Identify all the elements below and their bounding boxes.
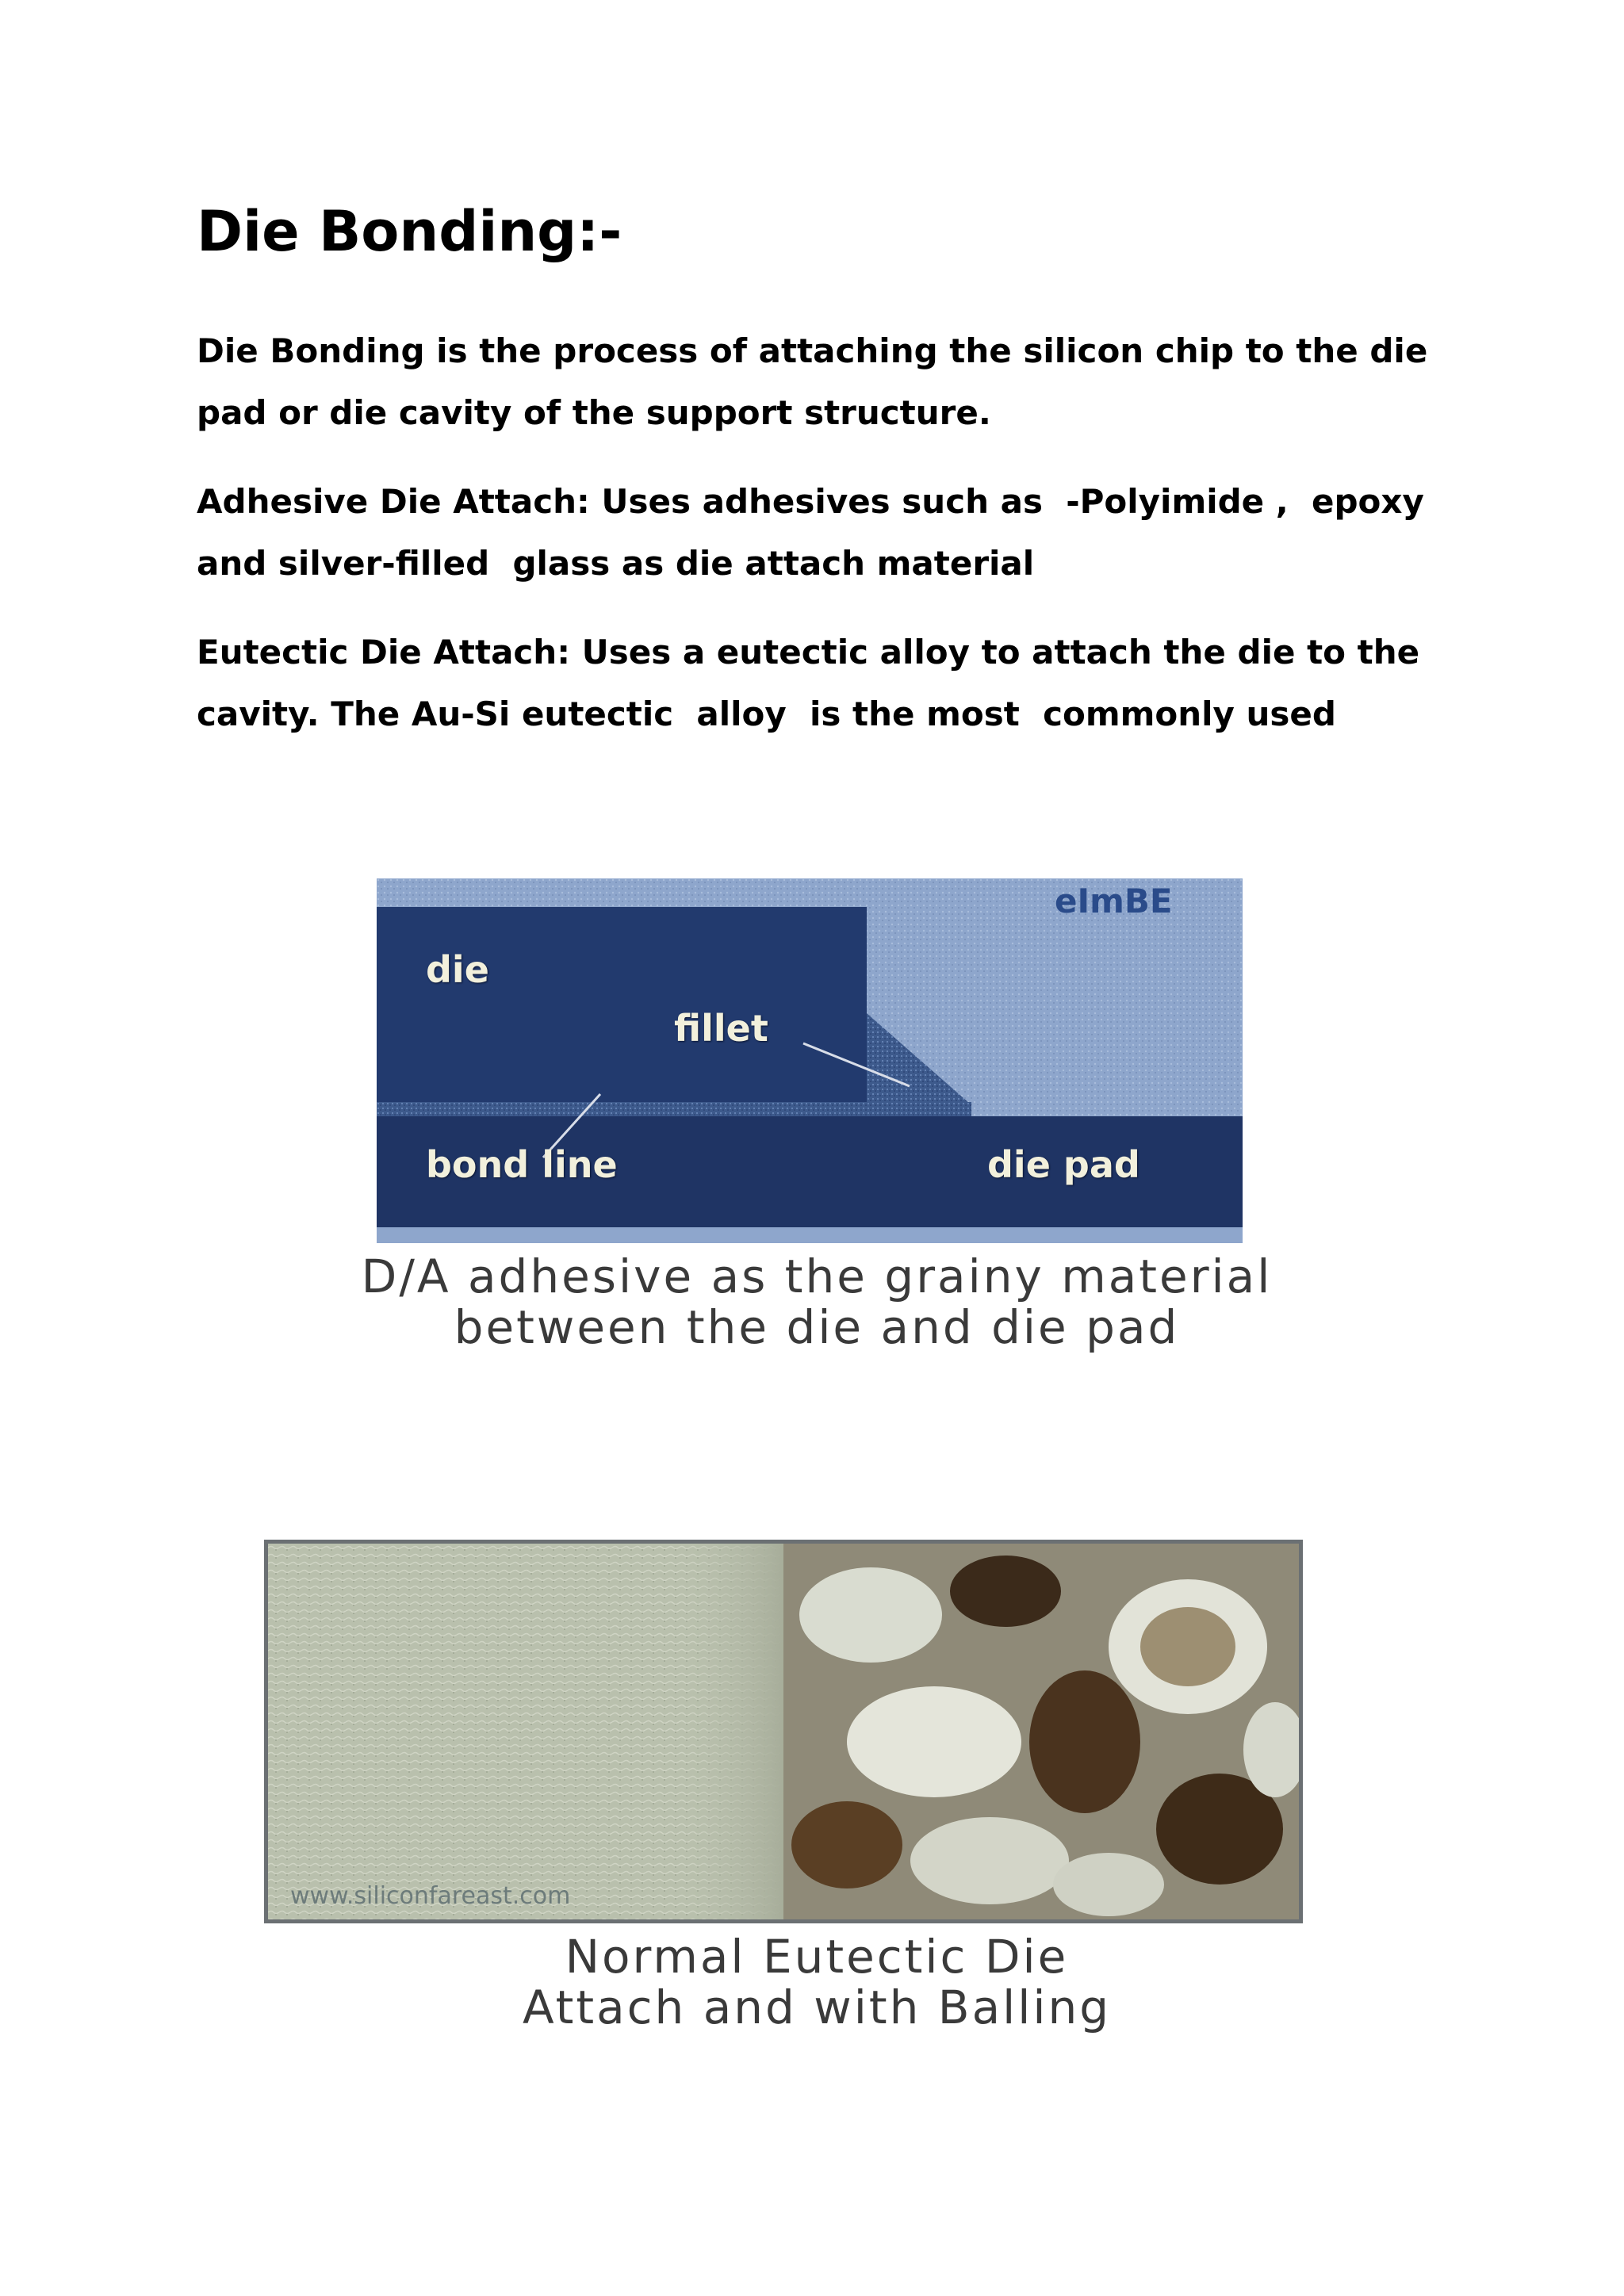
figure1-caption: D/A adhesive as the grainy material between the die and die pad bbox=[361, 1249, 1273, 1354]
label-bond-line: bond line bbox=[426, 1143, 618, 1186]
paragraph-adhesive-die-attach: Adhesive Die Attach: Uses adhesives such as -Polyimide , epoxy and silver-filled glass as die attach material bbox=[197, 482, 1436, 583]
eutectic-die-attach-micrograph bbox=[264, 1540, 1303, 1923]
cross-section-drawing bbox=[377, 878, 1243, 1243]
image-brand-mark: eImBE bbox=[1055, 882, 1173, 920]
label-fillet: fillet bbox=[674, 1007, 768, 1050]
paragraph-definition: Die Bonding is the process of attaching the silicon chip to the die pad or die cavity of the support structure. bbox=[197, 331, 1439, 432]
micrograph-drawing bbox=[268, 1544, 1299, 1919]
image-watermark: www.siliconfareast.com bbox=[290, 1882, 571, 1910]
label-die: die bbox=[426, 948, 489, 991]
figure2-caption: Normal Eutectic Die Attach and with Balling bbox=[522, 1930, 1112, 2034]
die-attach-cross-section-image bbox=[377, 878, 1243, 1243]
page-title: Die Bonding:- bbox=[197, 199, 622, 264]
paragraph-eutectic-die-attach: Eutectic Die Attach: Uses a eutectic alloy to attach the die to the cavity. The Au-Si eutectic alloy is the most commonly used bbox=[197, 633, 1431, 733]
label-die-pad: die pad bbox=[987, 1143, 1140, 1186]
